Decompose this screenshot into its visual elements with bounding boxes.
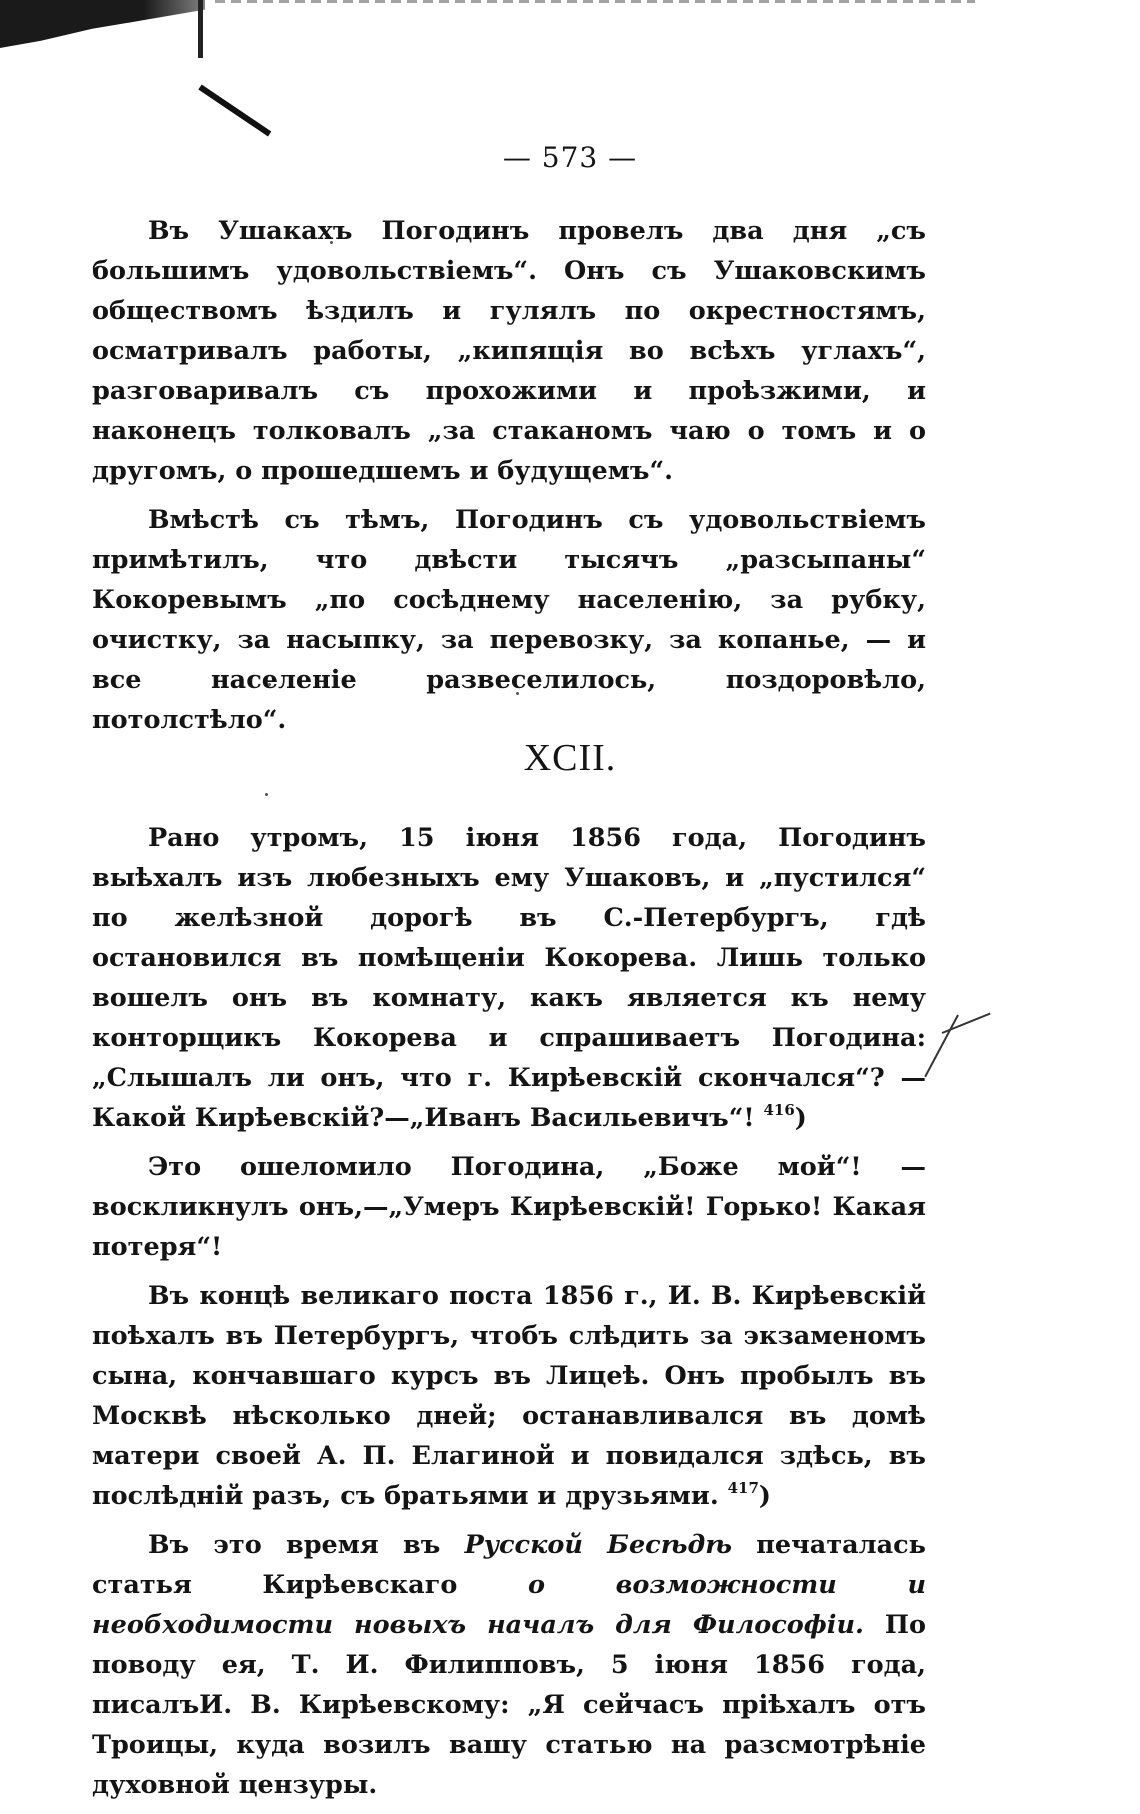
scan-stroke: [198, 85, 271, 137]
article-title: о возможности и необходимости новыхъ началъ для Философіи.: [92, 1570, 926, 1640]
paragraph-text: По поводу ея, Т. И. Филипповъ, 5 іюня 1856 года, писалъИ. В. Кирѣевскому: „Я сейчасъ пріѣхалъ отъ Троицы, куда возилъ вашу статью на разсмотрѣніе духовной цензуры.: [92, 1610, 926, 1800]
paragraph-text: Рано утромъ, 15 іюня 1856 года, Погодинъ выѣхалъ изъ любезныхъ ему Ушаковъ, и „пустился“ по желѣзной дорогѣ въ С.-Петербургъ, гдѣ остановился въ помѣщеніи Кокорева. Лишь только вошелъ онъ въ комнату, какъ является къ нему конторщикъ Кокорева и спрашиваетъ Погодина: „Слышалъ ли онъ, что г. Кирѣевскій скончался“? —Какой Кирѣевскій?—„Иванъ Васильевичъ“!: [92, 823, 926, 1133]
paragraph-text: Это ошеломило Погодина, „Боже мой“! — воскликнулъ онъ,—„Умеръ Кирѣевскій! Горько! Какая потеря“!: [92, 1152, 926, 1262]
footnote-ref: 417: [727, 1479, 759, 1497]
paragraph-text: Въ это время въ: [148, 1530, 465, 1560]
paragraph: [92, 1147, 926, 1267]
journal-title: Русской Бесѣдѣ: [464, 1530, 732, 1560]
paragraph: Въ Ушакахъ Погодинъ провелъ два дня „съ большимъ удовольствіемъ“. Онъ съ Ушаковскимъ обществомъ ѣздилъ и гулялъ по окрестностямъ, осматривалъ работы, „кипящія во всѣхъ углахъ“, разговаривалъ съ прохожими и проѣзжими, и наконецъ толковалъ „за стаканомъ чаю о томъ и о другомъ, о прошедшемъ и будущемъ“.: [92, 216, 926, 486]
paragraph: [92, 1276, 926, 1516]
section-chapter-xcii: [92, 818, 926, 1814]
margin-cross-mark-b: [924, 1015, 959, 1078]
scan-top-edge: [215, 0, 975, 3]
section-previous-chapter-end: [92, 211, 926, 749]
scan-smudge-stub: [198, 0, 203, 58]
footnote-paren: ): [758, 1481, 771, 1511]
paragraph: [92, 818, 926, 1138]
scan-speck: [265, 793, 268, 796]
paragraph-text: печаталась статья Кирѣевскаго: [92, 1530, 926, 1600]
footnote-ref: 416: [763, 1101, 795, 1119]
scan-smudge-top-left: [0, 0, 205, 48]
page-number: — 573 —: [502, 141, 638, 174]
paragraph: [92, 1525, 926, 1805]
paragraph: Вмѣстѣ съ тѣмъ, Погодинъ съ удовольствіемъ примѣтилъ, что двѣсти тысячъ „разсыпаны“ Кокоревымъ „по сосѣднему населенію, за рубку, очистку, за насыпку, за перевозку, за копанье, — и все населеніе развеселилось, поздоровѣло, потолстѣло“.: [92, 505, 926, 735]
footnote-paren: ): [794, 1103, 807, 1133]
paragraph-text: Въ концѣ великаго поста 1856 г., И. В. Кирѣевскій поѣхалъ въ Петербургъ, чтобъ слѣдить за экзаменомъ сына, кончавшаго курсъ въ Лицеѣ. Онъ пробылъ въ Москвѣ нѣсколько дней; останавливался въ домѣ матери своей А. П. Елагиной и повидался здѣсь, въ послѣдній разъ, съ братьями и друзьями.: [92, 1281, 926, 1511]
chapter-heading: XCII.: [523, 737, 617, 779]
